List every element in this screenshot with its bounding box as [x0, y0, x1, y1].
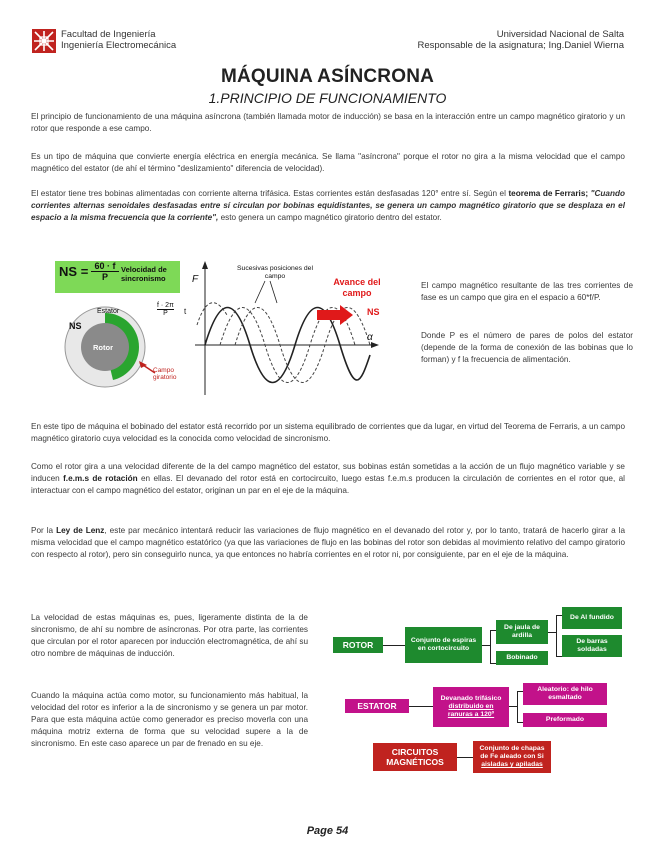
- wound-rotor-box: Bobinado: [496, 651, 548, 665]
- paragraph-5: Como el rotor gira a una velocidad diferente de la del campo magnético del estator, sus bobinas están sometidas a la acción de un flujo magnético variable y se inducen f.e.m.s de rotación en ellas. El devanado del rotor está en cortocircuito, luego estas f.e.m.s producen la circulación de corrientes en el rotor que, al interactuar con el campo magnético del estator, originan un par en el eje de la máquina.: [31, 462, 625, 495]
- header-left: [61, 29, 176, 51]
- paragraph-1: El principio de funcionamiento de una máquina asíncrona (también llamada motor de inducción) se basa en la interacción entre un campo magnético giratorio y un rotor que responde a ese campo.: [31, 112, 625, 133]
- page-number: Page 54: [306, 825, 349, 837]
- rotating-field-label: Campo giratorio: [153, 367, 177, 381]
- alpha-axis-label: α: [367, 332, 373, 343]
- career-name: Ingeniería Electromecánica: [61, 40, 177, 51]
- f-axis-label: F: [192, 274, 199, 285]
- lenz-term: Ley de Lenz: [56, 526, 105, 535]
- rotor-box: ROTOR: [333, 637, 383, 653]
- formula-ns: NS =: [59, 264, 89, 279]
- laminations-box: Conjunto de chapas de Fe aleado con Si aisladas y apiladas: [473, 741, 551, 773]
- faculty-name: Facultad de Ingeniería: [61, 29, 156, 40]
- t-label: t: [184, 307, 187, 316]
- stator-box: ESTATOR: [345, 699, 409, 713]
- welded-bars-box: De barras soldadas: [562, 635, 622, 657]
- successive-positions-label: Sucesivas posiciones del campo: [237, 265, 313, 280]
- f2pi-fraction: f · 2π P: [157, 302, 174, 317]
- preformed-box: Preformado: [523, 713, 607, 727]
- course-responsible: Responsable de la asignatura; Ing.Daniel Wierna: [417, 40, 624, 51]
- random-wound-box: Aleatorio: de hilo esmaltado: [523, 683, 607, 705]
- rotating-field-figure: [55, 255, 415, 400]
- formula-fraction: 60 · f P: [91, 261, 119, 282]
- rotor-label: Rotor: [93, 343, 113, 352]
- ns-arrow-label: NS: [367, 307, 380, 317]
- emf-term: f.e.m.s de rotación: [63, 474, 138, 483]
- header-right: [418, 29, 625, 51]
- ferraris-term: teorema de Ferraris;: [508, 189, 589, 198]
- synchronous-speed-label: Velocidad de sincronismo: [121, 265, 167, 283]
- paragraph-7: La velocidad de estas máquinas es, pues, ligeramente distinta de la de sincronismo, de ahí su nombre de asíncronas. Por otra parte, las corrientes que circulan por el rotor aparecen por inducción electromagnética, de ahí su otro nombre de máquinas de inducción.: [31, 613, 308, 658]
- stator-label: Estator: [97, 308, 120, 315]
- university-logo: [32, 29, 56, 53]
- magnetic-circuits-box: CIRCUITOS MAGNÉTICOS: [373, 743, 457, 771]
- three-phase-winding-box: Devanado trifásico distribuido en ranuras a 120º: [433, 687, 509, 727]
- ns-small-label: NS: [69, 321, 82, 331]
- paragraph-6: Por la Ley de Lenz, este par mecánico intentará reducir las variaciones de flujo magnético en el devanado del rotor y, por lo tanto, tratará de hacerlo girar a la misma velocidad que el campo magnético estatórico (ya que las variaciones de flujo en las bobinas del rotor son debidas al movimiento relativo del campo giratorio con respecto al rotor), pero sin conseguirlo nunca, ya que entonces no habría corrientes en el rotor ni, por consiguiente, par en el eje de la máquina.: [31, 526, 625, 559]
- squirrel-cage-box: De jaula de ardilla: [496, 620, 548, 644]
- paragraph-3: El estator tiene tres bobinas alimentadas con corriente alterna trifásica. Estas corrientes están desfasadas 120° entre sí. Según el teorema de Ferraris; "Cuando corrientes alternas senoidales desfasadas entre sí circulan por bobinas equidistantes, se genera un campo magnético giratorio que se desplaza en el espacio a la misma frecuencia que la corriente", esto genera un campo magnético giratorio dentro del estator.: [31, 189, 625, 222]
- section-title: 1.PRINCIPIO DE FUNCIONAMIENTO: [208, 90, 447, 106]
- shorted-turns-box: Conjunto de espiras en cortocircuito: [405, 627, 482, 663]
- paragraph-2: Es un tipo de máquina que convierte energía eléctrica en energía mecánica. Se llama "asíncrona" porque el rotor no gira a la misma velocidad que el campo magnético del estator (de ahí el término "deslizamiento" diferencia de velocidad).: [31, 152, 625, 173]
- side-paragraph-1: El campo magnético resultante de las tres corrientes de fase es un campo que gira en el espacio a 60*f/P.: [421, 281, 633, 302]
- cast-aluminum-box: De Al fundido: [562, 607, 622, 629]
- page-title: MÁQUINA ASÍNCRONA: [220, 66, 435, 87]
- paragraph-4: En este tipo de máquina el bobinado del estator está recorrido por un sistema equilibrado de corrientes que da lugar, en virtud del Teorema de Ferraris, a un campo magnético giratorio cuya velocidad es la conocida como velocidad de sincronismo.: [31, 422, 625, 443]
- ferraris-quote: "Cuando corrientes alternas senoidales desfasadas entre sí circulan por bobinas equidistantes, se genera un campo magnético giratorio que se desplaza en el espacio a la misma frecuencia que la corriente",: [31, 189, 625, 222]
- components-diagram: [325, 605, 630, 775]
- paragraph-8: Cuando la máquina actúa como motor, su funcionamiento más habitual, la velocidad del rotor es inferior a la de sincronismo y se genera un par motor. Para que esta máquina actúe como generador es preciso moverla con una máquina motriz externa de forma que su velocidad supere a la de sincronismo. En este caso aparece un par de frenado en su eje.: [31, 691, 308, 748]
- side-paragraph-2: Donde P es el número de pares de polos del estator (depende de la forma de conexión de las bobinas que lo forman) y f la frecuencia de alimentación.: [421, 331, 633, 364]
- university-name: Universidad Nacional de Salta: [496, 29, 624, 40]
- field-advance-label: Avance del campo: [333, 277, 381, 298]
